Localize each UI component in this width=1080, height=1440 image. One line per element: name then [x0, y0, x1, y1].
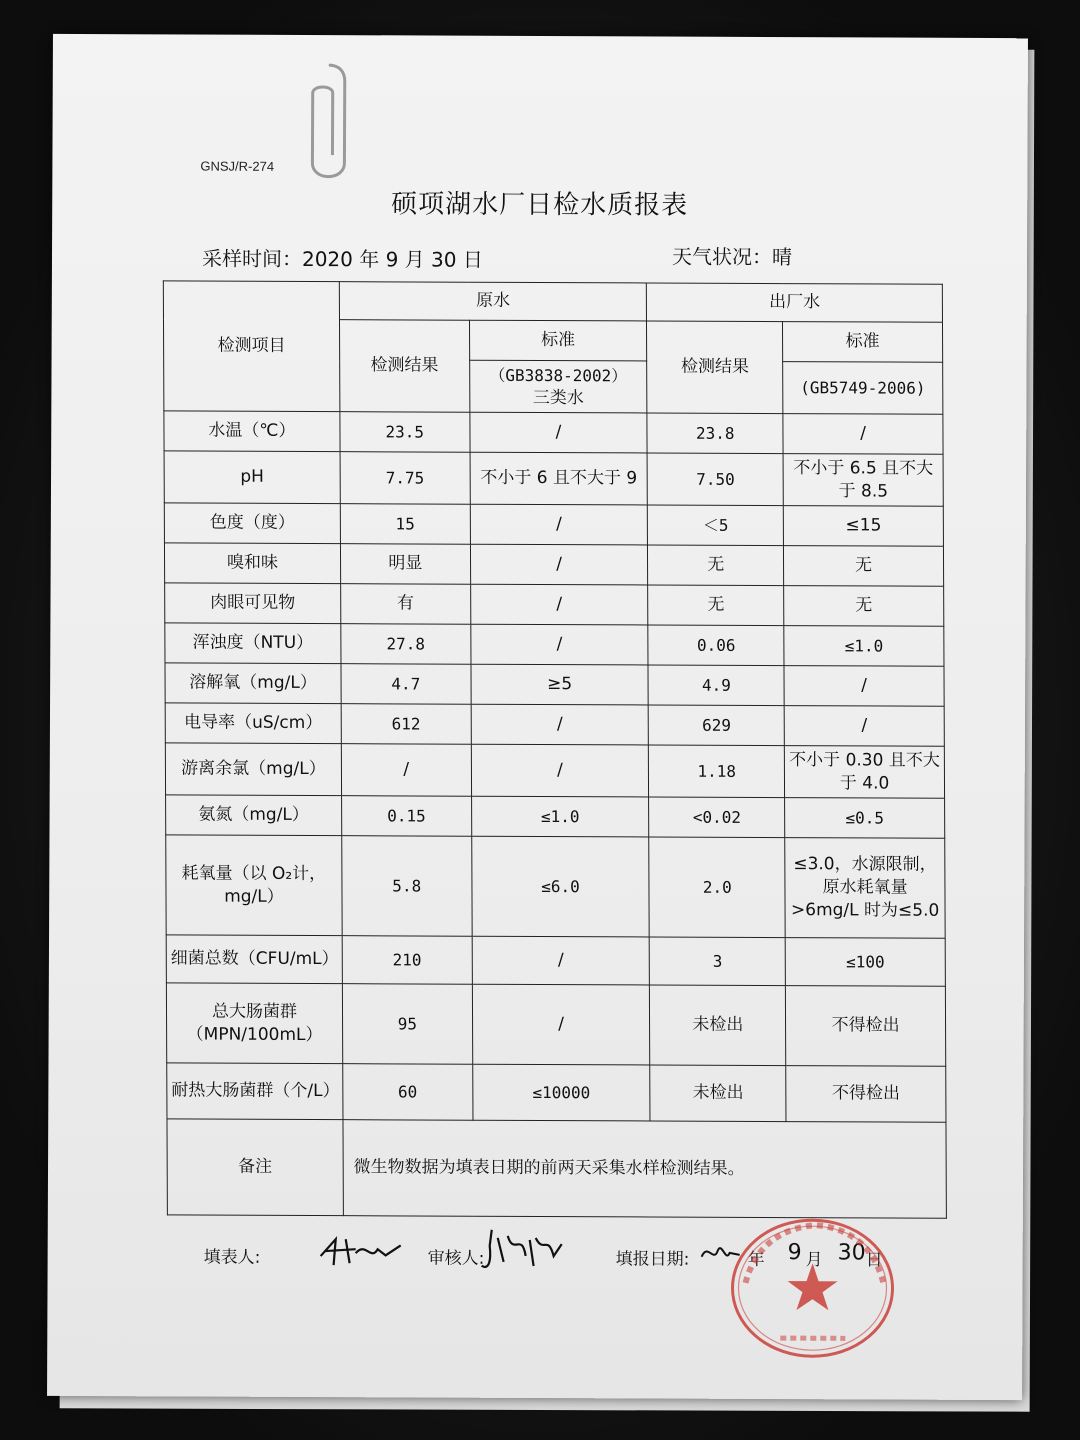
row-raw-result: 612 — [341, 704, 471, 745]
row-out-result: 4.9 — [648, 665, 784, 706]
filler-signature — [316, 1231, 406, 1271]
row-raw-result: 95 — [342, 984, 472, 1065]
report-title: 硕项湖水厂日检水质报表 — [391, 189, 689, 221]
row-raw-standard: / — [472, 936, 650, 985]
reviewer-signature — [478, 1226, 568, 1272]
row-raw-result: 4.7 — [341, 664, 471, 705]
row-out-standard: 不得检出 — [786, 986, 946, 1067]
row-item: 细菌总数（CFU/mL） — [166, 935, 342, 984]
report-date-month-char: 月 — [805, 1250, 823, 1271]
row-out-result: 7.50 — [647, 453, 783, 506]
sample-time-value: 2020 年 9 月 30 日 — [301, 246, 483, 272]
row-raw-standard: / — [470, 504, 648, 545]
row-item: 水温（℃） — [164, 411, 340, 452]
row-out-result: 未检出 — [650, 1065, 786, 1122]
document-number: GNSJ/R-274 — [200, 158, 275, 174]
row-raw-result: 23.5 — [340, 412, 470, 453]
row-item: 耐热大肠菌群（个/L） — [167, 1063, 343, 1120]
header-out-standard: 标准 — [783, 322, 943, 363]
water-quality-table — [163, 280, 947, 1218]
row-out-standard: 不小于 0.30 且不大于 4.0 — [785, 746, 945, 799]
row-out-result: 629 — [649, 705, 785, 746]
row-item: pH — [164, 451, 340, 504]
row-item: 氨氮（mg/L） — [166, 795, 342, 836]
header-outflow-water: 出厂水 — [647, 283, 943, 322]
row-raw-standard: / — [471, 704, 649, 745]
header-out-result: 检测结果 — [647, 321, 783, 414]
row-raw-result: / — [341, 744, 471, 797]
row-raw-result: 15 — [340, 504, 470, 545]
row-raw-result: 210 — [342, 936, 472, 985]
row-raw-result: 0.15 — [341, 796, 471, 837]
row-out-standard: / — [784, 706, 944, 747]
report-date-label: 填报日期: — [615, 1249, 690, 1270]
row-item: 嗅和味 — [164, 543, 340, 584]
weather-value: 晴 — [771, 245, 793, 270]
weather — [672, 241, 792, 271]
row-out-result: 1.18 — [649, 745, 785, 798]
row-item: 游离余氯（mg/L） — [165, 743, 341, 796]
report-sheet — [47, 34, 1028, 1400]
row-raw-standard: ≤10000 — [472, 1064, 650, 1121]
row-raw-standard: ≥5 — [471, 664, 649, 705]
row-raw-standard: / — [470, 624, 648, 665]
header-out-standard-code: (GB5749-2006) — [783, 362, 943, 415]
row-out-result: ＜5 — [648, 505, 784, 546]
header-item: 检测项目 — [163, 281, 339, 412]
row-out-standard: 无 — [784, 586, 944, 627]
report-date-day: 30 — [837, 1240, 866, 1266]
row-item: 电导率（uS/cm） — [165, 703, 341, 744]
filler-label: 填表人: — [203, 1247, 261, 1268]
row-out-standard: 不小于 6.5 且不大于 8.5 — [783, 454, 943, 507]
weather-label: 天气状况： — [671, 244, 773, 270]
header-raw-water: 原水 — [339, 282, 647, 321]
row-out-result: 未检出 — [650, 985, 786, 1066]
header-raw-result: 检测结果 — [339, 320, 469, 413]
row-item: 总大肠菌群（MPN/100mL） — [166, 983, 342, 1064]
row-out-result: 3 — [650, 937, 786, 986]
header-raw-standard-code — [469, 360, 647, 413]
row-item: 色度（度） — [164, 503, 340, 544]
sample-time — [202, 243, 483, 273]
reviewer-label: 审核人: — [427, 1248, 485, 1269]
sample-time-label: 采样时间： — [201, 246, 303, 271]
paperclip-icon — [304, 63, 353, 193]
raw-standard-code: （GB3838-2002） — [489, 365, 628, 385]
report-date-year-char: 年 — [747, 1249, 765, 1270]
row-out-standard: 不得检出 — [786, 1066, 946, 1123]
row-raw-standard: / — [470, 544, 648, 585]
row-item: 浑浊度（NTU） — [165, 623, 341, 664]
row-out-result: 23.8 — [647, 413, 783, 454]
header-raw-standard: 标准 — [469, 320, 647, 361]
official-seal-stamp — [725, 1213, 901, 1364]
row-item: 耗氧量（以 O₂计，mg/L） — [166, 835, 342, 936]
report-date-month: 9 — [787, 1240, 802, 1266]
row-raw-standard: 不小于 6 且不大于 9 — [470, 452, 648, 505]
row-out-standard: 无 — [784, 546, 944, 587]
row-out-result: 0.06 — [648, 625, 784, 666]
row-raw-result: 27.8 — [341, 624, 471, 665]
row-raw-standard: / — [472, 984, 650, 1065]
row-out-standard: ≤15 — [783, 506, 943, 547]
row-item: 肉眼可见物 — [165, 583, 341, 624]
row-raw-standard: ≤6.0 — [471, 836, 649, 937]
row-out-standard: ≤0.5 — [785, 798, 945, 839]
row-out-standard: ≤1.0 — [784, 626, 944, 667]
row-raw-standard: ≤1.0 — [471, 796, 649, 837]
row-out-standard: ≤3.0，水源限制，原水耗氧量>6mg/L 时为≤5.0 — [785, 838, 945, 939]
row-raw-result: 明显 — [340, 544, 470, 585]
row-out-result: 无 — [648, 585, 784, 626]
remark-text: 微生物数据为填表日期的前两天采集水样检测结果。 — [343, 1120, 947, 1219]
row-raw-result: 60 — [343, 1064, 473, 1121]
report-date-day-char: 日 — [865, 1250, 883, 1271]
row-out-result: 无 — [648, 545, 784, 586]
row-item: 溶解氧（mg/L） — [165, 663, 341, 704]
row-out-standard: / — [783, 414, 943, 455]
row-raw-standard: / — [471, 744, 649, 797]
row-out-result: 2.0 — [649, 837, 785, 938]
row-raw-result: 有 — [341, 584, 471, 625]
row-raw-standard: / — [470, 412, 648, 453]
row-raw-result: 5.8 — [342, 836, 472, 937]
row-out-standard: ≤100 — [785, 938, 945, 987]
row-out-standard: / — [784, 666, 944, 707]
raw-standard-class: 三类水 — [532, 387, 584, 408]
row-out-result: <0.02 — [649, 797, 785, 838]
remark-label: 备注 — [167, 1119, 343, 1216]
row-raw-result: 7.75 — [340, 452, 470, 505]
row-raw-standard: / — [470, 584, 648, 625]
